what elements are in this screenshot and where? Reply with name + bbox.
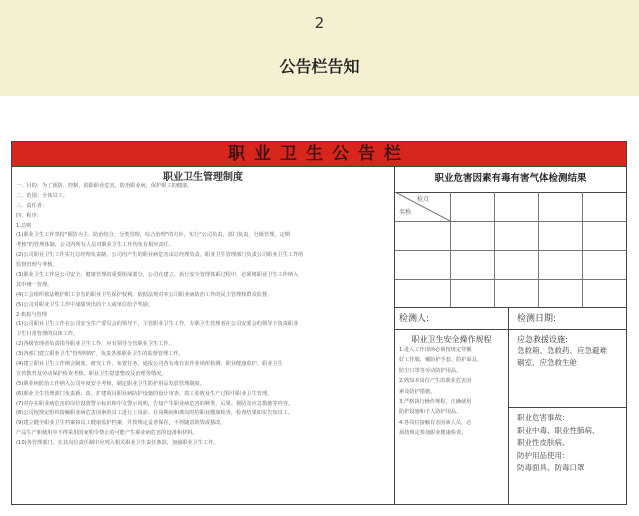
management-rules-text (16, 182, 390, 449)
rules-text-line: (8)公司按规定组织接触职业病危害因素的员工进行上岗前、在岗期间和离岗时的职业健康检查，检查结果如实告知员工。 (16, 410, 294, 417)
emergency-facilities-title: 应急救援设施: (517, 335, 568, 344)
board-banner (12, 142, 626, 167)
rules-text-line: 一、目的：为了预防、控制、消除职业危害，防治职业病，保护职工的健康。 (16, 183, 193, 189)
inspection-date-label: 检测日期: (509, 307, 626, 329)
hazard-info-line: 防毒面具、防毒口罩 (517, 463, 585, 472)
safety-procedure-line: 须按规定参加职业健康检查。 (399, 430, 467, 437)
rules-text-line: (1)职业卫生工作坚持"预防为主、防治结合、分类管理，综合治理"的方针，实行"公司负责，部门负责，分级管理，定期 (16, 232, 290, 239)
hazard-info-text (517, 412, 626, 475)
safety-procedure-line: 3.严格执行操作规程，正确使用 (399, 399, 472, 406)
hazard-info-line: 职业危害事故: (517, 413, 565, 422)
rules-text-line: 其中统一管理。 (16, 281, 53, 288)
rules-text-line: 监督管理与考核。 (16, 262, 58, 269)
rules-text-line: (3)各部门建立职业卫生"管理网络"，负责各部职业卫生的监督管理工作。 (16, 351, 184, 358)
safety-procedures-title: 职业卫生安全操作规程 (411, 335, 492, 344)
rules-text-line: (6)职业卫生管理部门负责新、改、扩建项目职业病防护设施的设计审查、竣工验收及生产过程中职业卫生管理。 (16, 390, 273, 397)
page-header (0, 0, 639, 96)
hazard-info-panel (509, 407, 626, 504)
rules-text-line: 三、责任者： (16, 202, 48, 209)
rules-text-line: (5)职业病防治工作纳入公司年度安全考核，制定职业卫生防护用品发放管理制度。 (16, 380, 205, 387)
page-title: 公告栏告知 (279, 57, 360, 76)
rules-text-line: (2)各级管理者负责指导职业卫生工作，应有领导分管职业卫生工作。 (16, 341, 174, 348)
safety-procedure-line: 1.进入工作现场必须按规定穿戴 (399, 347, 472, 353)
rules-text-line: 卫生日常管理的具体工作。 (16, 331, 79, 338)
management-rules-panel (12, 166, 395, 504)
emergency-facility-line: 急救箱、急救药、应急避难 (517, 346, 607, 355)
rules-text-line: (4)工会组织依法维护职工享有的职业卫生保护权利，依据法规对本公司职业病防治工作的民主管理和群众监督。 (16, 291, 273, 298)
rules-text-line: (10)各管理部门、在其岗位责任制中应列入相关职业卫生责任条款，加强职业卫生工作。 (16, 440, 219, 447)
rules-text-line: (1)公司职业卫生工作在公司安全生产委员会的领导下，主管职业卫生工作，专职卫生管理者在公司安委会的领导下负责职业 (16, 321, 299, 328)
rules-text-line: (5)公司对职业卫生工作中成绩突出的个人或单位给予奖励。 (16, 301, 154, 308)
safety-procedures-panel (395, 329, 509, 504)
safety-procedure-line: 好工作服，戴防护手套、防护面具、 (399, 357, 483, 364)
safety-procedure-line: 4.各岗位接触有害因素人员，必 (399, 419, 472, 426)
rules-text-line: 考核"的管理体制，公司内所有人员对职业卫生工作均负有相应责任。 (16, 242, 175, 249)
board-banner-text: 职业卫生公告栏 (228, 144, 410, 164)
rules-text-line: (7)对存在职业病危害的岗位设置警示标识和中文警示说明，告知产生职业病危害的种类、后果、预防及应急措施等内容。 (16, 400, 294, 407)
safety-procedure-line: 防尘口罩等劳动防护用品。 (399, 367, 462, 374)
rules-text-line: (4)建立职业卫生工作例会制度，研究工作，布置任务，通报公司各有毒有害作业场所检测、职业健康监护、职业卫生 (16, 361, 283, 368)
hazard-info-line: 防护用品使用: (517, 450, 565, 460)
safety-procedures-text (395, 345, 508, 439)
safety-procedure-line: 防护设施和个人防护用品。 (399, 409, 462, 416)
hazard-info-line: 职业中毒、职业性肺病、 (517, 425, 600, 435)
hazard-info-line: 职业性皮肤病、 (517, 438, 570, 447)
safety-procedure-line: 素及防护措施。 (399, 388, 436, 395)
rules-text-line: 二、范围：全体员工。 (16, 192, 68, 199)
rules-text-line: (9)建立健全职业卫生档案和员工健康监护档案，并按规定妥善保存，不得随意销毁或篡改。 (16, 420, 226, 427)
gas-test-results-title: 职业危害因素有毒有害气体检测结果 (395, 166, 626, 193)
emergency-facility-line: 硐室、应急救生舱 (517, 358, 577, 367)
rules-text-line: (2)公司职业卫生工作实行总经理负责制，公司内产生的职业病危害由总经理负责，职业卫生管理部门负责公司职业卫生工作的 (16, 252, 304, 259)
gas-test-results-table (395, 192, 626, 307)
rules-text-line: (3)职业卫生工作是公司安全、健康管理的重要组成部分，公司在建立、执行安全管理体系过程中，必须将职业卫生工作纳入 (16, 272, 299, 279)
rules-text-line: 四、程序： (16, 212, 42, 219)
inspector-label: 检测人: (395, 307, 509, 329)
management-rules-title: 职业卫生管理制度 (163, 172, 243, 183)
table-header-point: 检点 (417, 196, 430, 203)
safety-procedure-line: 2.熟知本岗位产生的职业危害因 (399, 378, 472, 385)
bulletin-board-image (11, 141, 627, 505)
emergency-facilities-text (517, 345, 626, 369)
rules-text-line: 2.机构与管理 (16, 311, 47, 318)
emergency-facilities-panel (509, 329, 626, 407)
rules-text-line: 1.总则 (16, 222, 32, 229)
page-number: 2 (314, 14, 325, 32)
rules-text-line: 宣传教育及劳动保护检查考核、职业卫生隐患整改及治理等情况。 (16, 370, 167, 377)
table-header-name: 名称 (399, 209, 412, 216)
rules-text-line: 产品生产和使用中不得采用国家明令禁止的可能产生职业病危害的设备和材料。 (16, 430, 198, 437)
